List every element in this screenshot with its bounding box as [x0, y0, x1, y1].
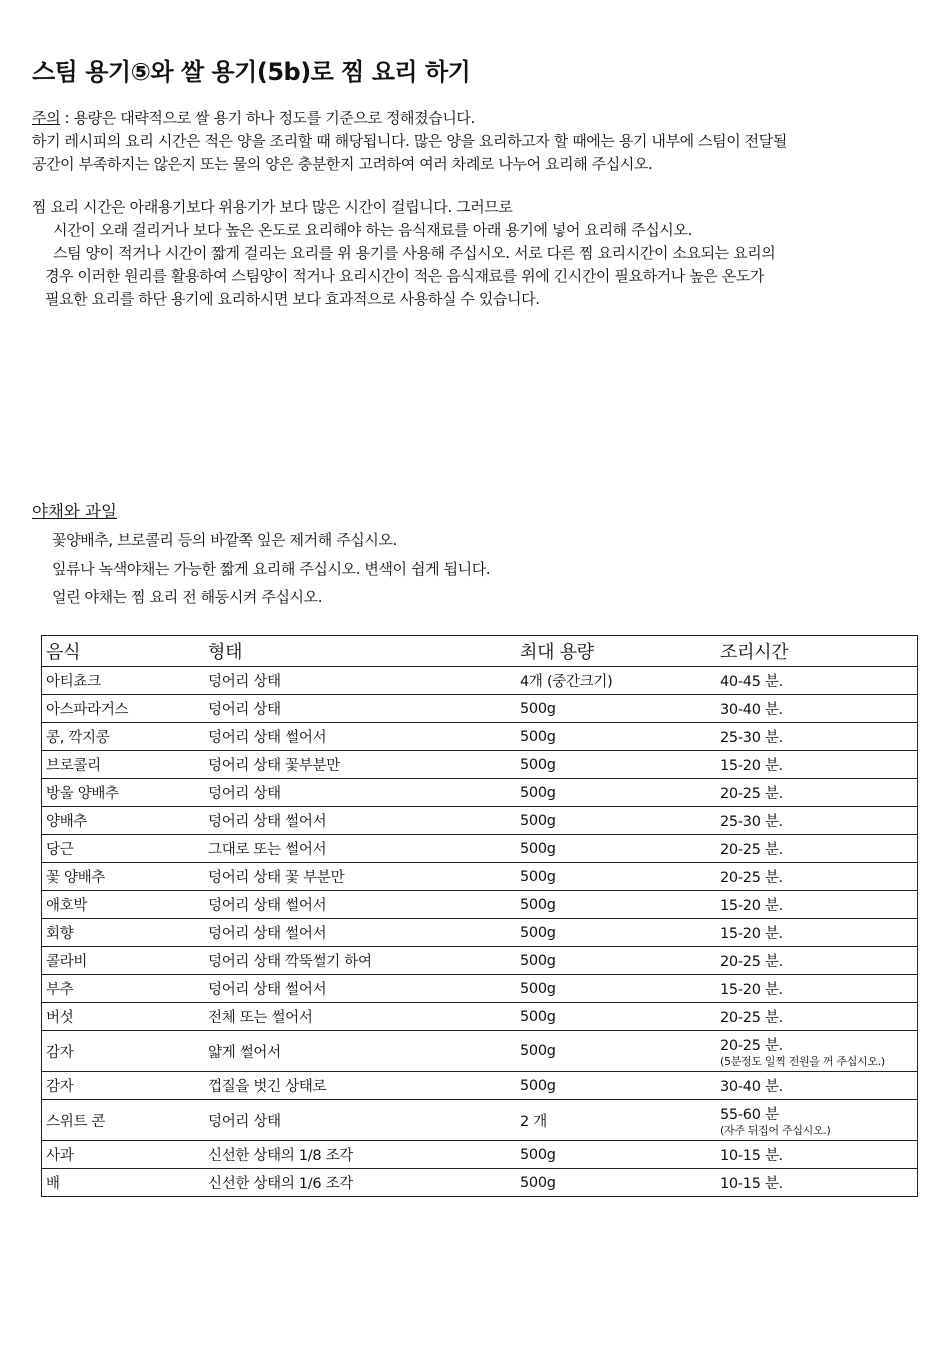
- table-row: [42, 975, 918, 1003]
- cell-quantity: 500g: [516, 807, 716, 835]
- cell-form: 덩어리 상태 썰어서: [204, 891, 516, 919]
- cell-form: 덩어리 상태 꽃부분만: [204, 751, 516, 779]
- cell-form: 덩어리 상태: [204, 1100, 516, 1141]
- cell-food: 꽃 양배추: [42, 863, 205, 891]
- cell-time: 30-40 분.: [716, 1072, 918, 1100]
- table-row: [42, 1169, 918, 1197]
- cell-time-note: (5분정도 일찍 전원을 꺼 주십시오.): [720, 1054, 885, 1068]
- steam-time-line-3: 스팀 양이 적거나 시간이 짧게 걸리는 요리를 위 용기를 사용해 주십시오. 서로 다른 찜 요리시간이 소요되는 요리의: [53, 244, 776, 262]
- cell-time: 20-25 분.: [716, 1003, 918, 1031]
- cell-time: 10-15 분.: [716, 1141, 918, 1169]
- steam-time-line-1: 찜 요리 시간은 아래용기보다 위용기가 보다 많은 시간이 걸립니다. 그러므로: [32, 198, 513, 216]
- cell-food: 콜라비: [42, 947, 205, 975]
- caution-line-1: [32, 107, 787, 130]
- cell-time: 20-25 분.: [716, 779, 918, 807]
- cell-food: 감자: [42, 1031, 205, 1072]
- cell-quantity: 500g: [516, 863, 716, 891]
- cell-food: 방울 양배추: [42, 779, 205, 807]
- cell-quantity: 500g: [516, 1141, 716, 1169]
- cell-time: 20-25 분.: [716, 835, 918, 863]
- cell-time: 30-40 분.: [716, 695, 918, 723]
- table-body: [42, 667, 918, 1197]
- cell-quantity: 500g: [516, 1031, 716, 1072]
- table-row: [42, 1031, 918, 1072]
- caution-line-2: 하기 레시피의 요리 시간은 적은 양을 조리할 때 해당됩니다. 많은 양을 요리하고자 할 때에는 용기 내부에 스팀이 전달될: [32, 132, 787, 150]
- table-row: [42, 807, 918, 835]
- cell-time: 15-20 분.: [716, 975, 918, 1003]
- table-row: [42, 779, 918, 807]
- cell-form: 덩어리 상태 썰어서: [204, 723, 516, 751]
- cell-food: 콩, 깍지콩: [42, 723, 205, 751]
- cell-quantity: 500g: [516, 751, 716, 779]
- cell-time: 10-15 분.: [720, 1176, 783, 1192]
- cell-form: 덩어리 상태: [204, 695, 516, 723]
- cell-quantity: 500g: [516, 779, 716, 807]
- table-row: [42, 695, 918, 723]
- table-row: [42, 835, 918, 863]
- cell-form: 덩어리 상태 깍뚝썰기 하여: [204, 947, 516, 975]
- table-row: [42, 1100, 918, 1141]
- table-row: [42, 1072, 918, 1100]
- page-title: 스팀 용기⑤와 쌀 용기(5b)로 찜 요리 하기: [32, 58, 471, 86]
- cell-time: [716, 1100, 918, 1141]
- cell-quantity: 500g: [516, 891, 716, 919]
- cell-form: 덩어리 상태 썰어서: [204, 807, 516, 835]
- cell-food: 감자: [42, 1072, 205, 1100]
- table-row: [42, 891, 918, 919]
- caution-line-3: 공간이 부족하지는 않은지 또는 물의 양은 충분한지 고려하여 여러 차례로 나누어 요리해 주십시오.: [32, 155, 653, 173]
- cell-time-value: 55-60 분: [720, 1106, 779, 1123]
- caution-label: 주의: [32, 109, 61, 127]
- header-form: 형태: [204, 636, 516, 667]
- cell-food: 당근: [42, 835, 205, 863]
- cell-quantity: 500g: [516, 835, 716, 863]
- cell-food: 애호박: [42, 891, 205, 919]
- cell-time: 15-20 분.: [716, 891, 918, 919]
- cell-food: 아티쵸크: [42, 667, 205, 695]
- cell-form: 그대로 또는 썰어서: [204, 835, 516, 863]
- header-max-quantity: 최대 용량: [516, 636, 716, 667]
- steam-time-paragraph: [32, 196, 775, 311]
- cell-food: 회향: [42, 919, 205, 947]
- cell-quantity: 500g: [516, 975, 716, 1003]
- cell-time: 25-30 분.: [716, 807, 918, 835]
- cell-time: 20-25 분.: [716, 863, 918, 891]
- cooking-time-table: [41, 635, 918, 1197]
- cell-time: 25-30 분.: [716, 723, 918, 751]
- cell-food: 사과: [42, 1141, 205, 1169]
- steam-time-line-5: 필요한 요리를 하단 용기에 요리하시면 보다 효과적으로 사용하실 수 있습니다.: [45, 290, 540, 308]
- cell-quantity: 4개 (중간크기): [516, 667, 716, 695]
- caution-text: : 용량은 대략적으로 쌀 용기 하나 정도를 기준으로 정해졌습니다.: [60, 109, 475, 127]
- vegetable-notes: [52, 526, 490, 612]
- header-cooking-time: 조리시간: [716, 636, 918, 667]
- table-row: [42, 723, 918, 751]
- cell-form: 덩어리 상태 꽃 부분만: [204, 863, 516, 891]
- table-row: [42, 751, 918, 779]
- cell-food: 아스파라거스: [42, 695, 205, 723]
- table-row: [42, 667, 918, 695]
- cell-form: 전체 또는 썰어서: [204, 1003, 516, 1031]
- table-header-row: [42, 636, 918, 667]
- table-row: [42, 1003, 918, 1031]
- steam-time-line-2: 시간이 오래 걸리거나 보다 높은 온도로 요리해야 하는 음식재료를 아래 용기에 넣어 요리해 주십시오.: [53, 221, 692, 239]
- cell-form: 덩어리 상태 썰어서: [204, 919, 516, 947]
- cell-food: 브로콜리: [42, 751, 205, 779]
- cell-form: 덩어리 상태: [204, 779, 516, 807]
- cell-quantity: 500g: [516, 1072, 716, 1100]
- table-row: [42, 1141, 918, 1169]
- cell-quantity: 500g: [516, 919, 716, 947]
- cell-time-note: (자주 뒤집어 주십시오.): [720, 1123, 831, 1137]
- cell-quantity: 2 개: [516, 1100, 716, 1141]
- cell-form: 껍질을 벗긴 상태로: [204, 1072, 516, 1100]
- cell-form: 신선한 상태의 1/6 조각: [208, 1176, 354, 1192]
- caution-paragraph: [32, 107, 787, 176]
- cell-quantity: 500g: [516, 695, 716, 723]
- cell-food: 버섯: [42, 1003, 205, 1031]
- cell-food: 양배추: [42, 807, 205, 835]
- vegetable-note: 꽃양배추, 브로콜리 등의 바깥쪽 잎은 제거해 주십시오.: [52, 531, 397, 549]
- cell-time: 15-20 분.: [716, 919, 918, 947]
- cell-quantity: 500g: [516, 723, 716, 751]
- header-food: 음식: [42, 636, 205, 667]
- cell-form: 얇게 썰어서: [204, 1031, 516, 1072]
- cell-time: [716, 1031, 918, 1072]
- cell-form: 덩어리 상태 썰어서: [204, 975, 516, 1003]
- table-row: [42, 919, 918, 947]
- cell-time-value: 20-25 분.: [720, 1037, 783, 1054]
- vegetable-note: 잎류나 녹색야채는 가능한 짧게 요리해 주십시오. 변색이 쉽게 됩니다.: [52, 559, 491, 578]
- cell-quantity: 500g: [516, 947, 716, 975]
- cell-form: 덩어리 상태: [204, 667, 516, 695]
- table-row: [42, 863, 918, 891]
- steam-time-line-4: 경우 이러한 원리를 활용하여 스팀양이 적거나 요리시간이 적은 음식재료를 위에 긴시간이 필요하거나 높은 온도가: [45, 267, 765, 285]
- cell-form: 신선한 상태의 1/8 조각: [204, 1141, 516, 1169]
- cell-time: 40-45 분.: [716, 667, 918, 695]
- cell-time: 20-25 분.: [716, 947, 918, 975]
- cell-food: 부추: [42, 975, 205, 1003]
- vegetable-note: 얼린 야채는 찜 요리 전 해동시켜 주십시오.: [52, 588, 323, 606]
- cell-quantity: 500g: [520, 1174, 556, 1191]
- cell-food: 배: [46, 1176, 60, 1192]
- section-title-vegetables-fruits: 야채와 과일: [32, 502, 117, 521]
- cell-quantity: 500g: [516, 1003, 716, 1031]
- table-row: [42, 947, 918, 975]
- cell-food: 스위트 콘: [42, 1100, 205, 1141]
- cell-time: 15-20 분.: [716, 751, 918, 779]
